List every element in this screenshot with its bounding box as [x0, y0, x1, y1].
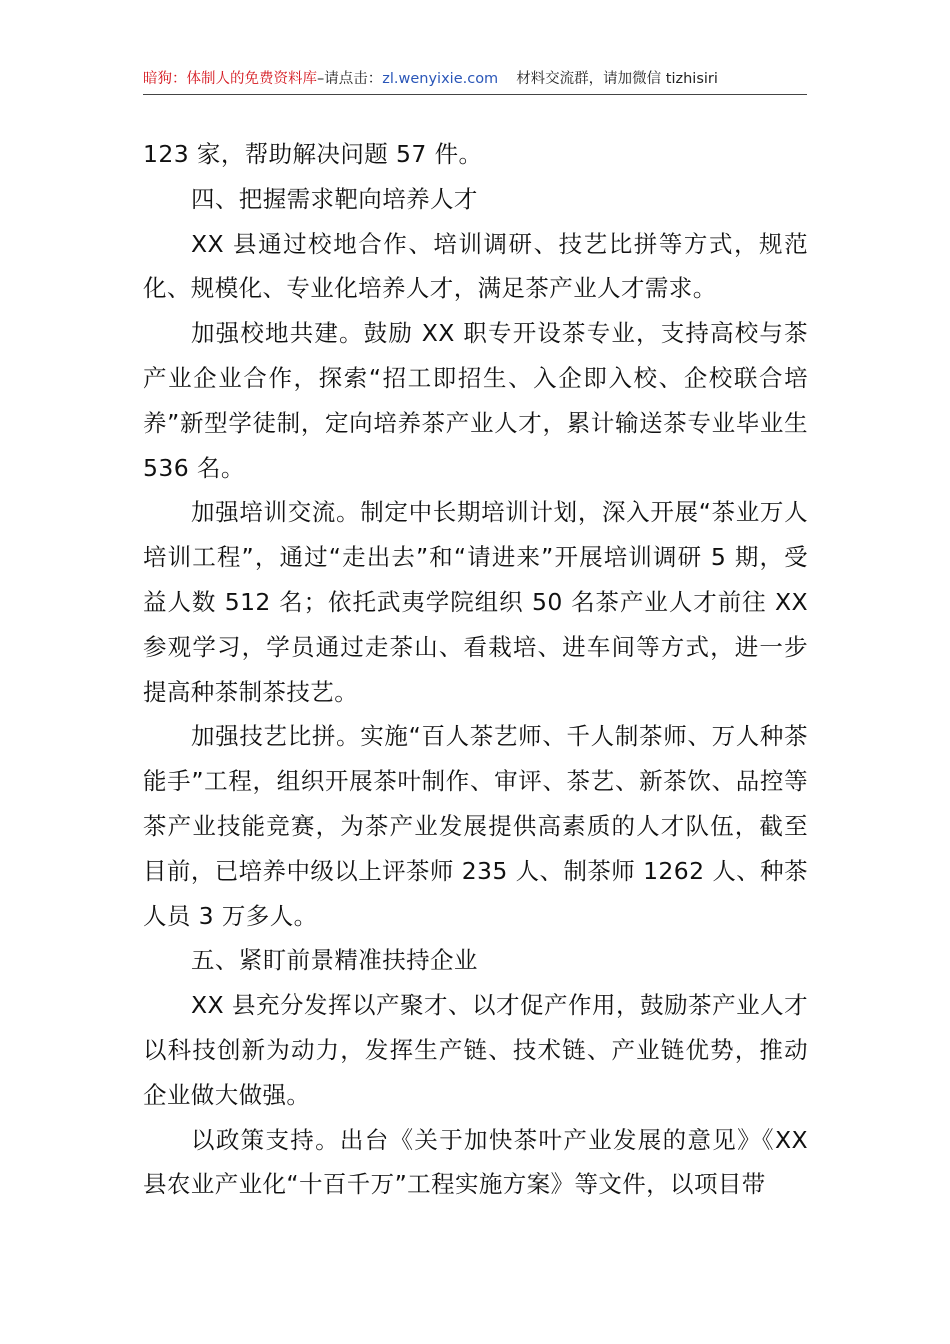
header-click-prefix: –请点击： — [317, 71, 383, 87]
page-header — [143, 68, 807, 95]
header-wechat-note: 材料交流群，请加微信 tizhisiri — [516, 71, 718, 87]
paragraph: XX 县充分发挥以产聚才、以才促产作用，鼓励茶产业人才以科技创新为动力，发挥生产链、技术链、产业链优势，推动企业做大做强。 — [143, 991, 808, 1109]
paragraph: 加强校地共建。鼓励 XX 职专开设茶专业，支持高校与茶产业企业合作，探索“招工即招生、入企即入校、企校联合培养”新型学徒制，定向培养茶产业人才，累计输送茶专业毕业生 536 名。 — [143, 319, 808, 482]
paragraph: 加强培训交流。制定中长期培训计划，深入开展“茶业万人培训工程”，通过“走出去”和“请进来”开展培训调研 5 期，受益人数 512 名；依托武夷学院组织 50 名茶产业人才前往 XX 参观学习，学员通过走茶山、看栽培、进车间等方式，进一步提高种茶制茶技艺。 — [143, 498, 808, 706]
header-url-link[interactable]: zl.wenyixie.com — [382, 71, 499, 87]
header-brand: 暗狗：体制人的免费资料库 — [143, 71, 317, 87]
paragraph: 以政策支持。出台《关于加快茶叶产业发展的意见》《XX 县农业产业化“十百千万”工程实施方案》等文件，以项目带 — [143, 1125, 808, 1199]
section-heading-4: 四、把握需求靶向培养人才 — [191, 184, 478, 213]
paragraph-continuation: 123 家，帮助解决问题 57 件。 — [143, 140, 483, 168]
document-body — [143, 132, 808, 1207]
section-heading-5: 五、紧盯前景精准扶持企业 — [191, 946, 478, 975]
paragraph: 加强技艺比拼。实施“百人茶艺师、千人制茶师、万人种茶能手”工程，组织开展茶叶制作、审评、茶艺、新茶饮、品控等茶产业技能竞赛，为茶产业发展提供高素质的人才队伍，截至目前，已培养中级以上评茶师 235 人、制茶师 1262 人、种茶人员 3 万多人。 — [143, 722, 808, 930]
paragraph: XX 县通过校地合作、培训调研、技艺比拼等方式，规范化、规模化、专业化培养人才，满足茶产业人才需求。 — [143, 229, 808, 303]
